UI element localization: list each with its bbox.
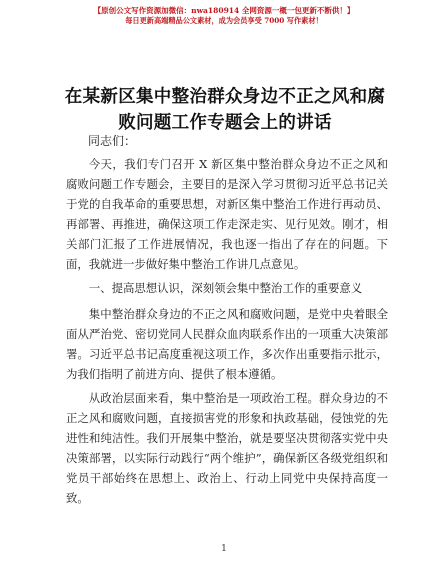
promo-banner: [0, 6, 448, 26]
paragraph-2: 集中整治群众身边的不正之风和腐败问题，是党中央着眼全面从严治党、密切党同人民群众血肉联系作出的一项重大决策部署。习近平总书记高度重视这项工作，多次作出重要指示批示，为我们指明了前进方向、提供了根本遵循。: [66, 307, 388, 381]
page-number: 1: [221, 544, 227, 554]
salutation: 同志们：: [88, 134, 137, 148]
document-title: 在某新区集中整治群众身边不正之风和腐败问题工作专题会上的讲话: [64, 87, 386, 133]
paragraph-intro: 今天，我们专门召开 X 新区集中整治群众身边不正之风和腐败问题工作专题会，主要目的是深入学习贯彻习近平总书记关于党的自我革命的重要思想，对新区集中整治工作进行再动员、再部署、再推进，确保这项工作走深走实、见行见效。刚才，相关部门汇报了工作进展情况，我也逐一指出了存在的问题。下面，我就进一步做好集中整治工作讲几点意见。: [66, 157, 388, 271]
document-body: [66, 154, 388, 512]
promo-banner-line-1: 【原创公文写作资源加微信：nwa180914 全网资源一概一包更新不断供！】: [93, 6, 355, 15]
promo-banner-line-2: 每日更新高端精品公文素材，成为会员享受 7000 写作素材！: [125, 16, 323, 25]
paragraph-3: 从政治层面来看，集中整治是一项政治工程。群众身边的不正之风和腐败问题，直接损害党的形象和执政基础，侵蚀党的先进性和纯洁性。我们开展集中整治，就是要坚决贯彻落实党中央决策部署，以实际行动践行“两个维护”，确保新区各级党组织和党员干部始终在思想上、政治上、行动上同党中央保持高度一致。: [66, 391, 388, 505]
section-heading-1: 一、提高思想认识，深刻领会集中整治工作的重要意义: [88, 281, 363, 295]
